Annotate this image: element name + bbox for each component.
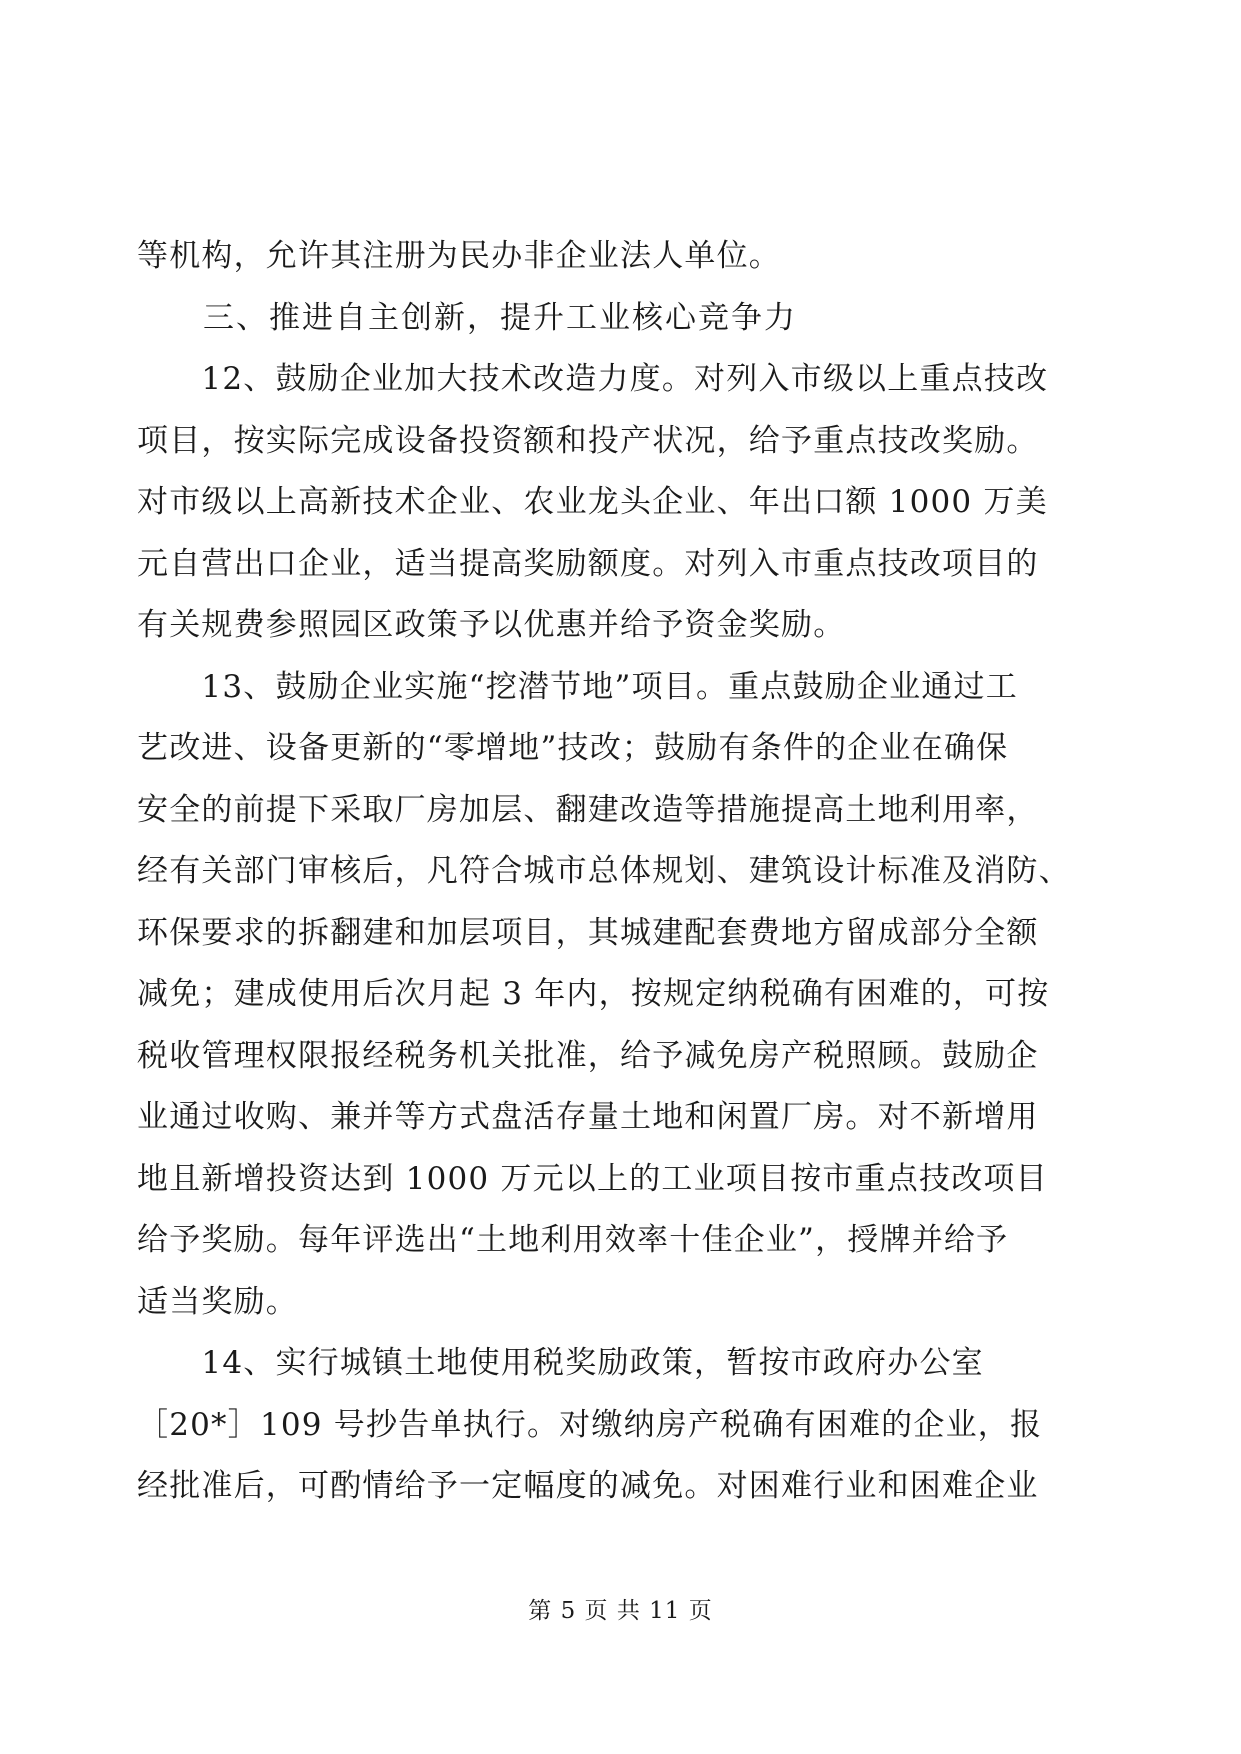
text-line: 经有关部门审核后，凡符合城市总体规划、建筑设计标准及消防、 xyxy=(137,853,1071,889)
text-line: 艺改进、设备更新的“零增地”技改；鼓励有条件的企业在确保 xyxy=(137,730,1009,766)
text-line: 给予奖励。每年评选出“土地利用效率十佳企业”，授牌并给予 xyxy=(137,1222,1009,1258)
text-line: 适当奖励。 xyxy=(137,1283,298,1320)
text-line: ［20*］109 号抄告单执行。对缴纳房产税确有困难的企业，报 xyxy=(137,1406,1043,1443)
text-line: 经批准后，可酌情给予一定幅度的减免。对困难行业和困难企业 xyxy=(137,1468,1039,1504)
text-line: 12、鼓励企业加大技术改造力度。对列入市级以上重点技改 xyxy=(137,361,1049,397)
text-line: 有关规费参照园区政策予以优惠并给予资金奖励。 xyxy=(137,607,846,643)
section-heading: 三、推进自主创新，提升工业核心竞争力 xyxy=(137,299,797,336)
text-line: 等机构，允许其注册为民办非企业法人单位。 xyxy=(137,238,781,274)
text-line: 税收管理权限报经税务机关批准，给予减免房产税照顾。鼓励企 xyxy=(137,1037,1039,1074)
text-line: 项目，按实际完成设备投资额和投产状况，给予重点技改奖励。 xyxy=(137,422,1039,459)
text-line: 减免；建成使用后次月起 3 年内，按规定纳税确有困难的，可按 xyxy=(137,976,1050,1012)
text-line: 14、实行城镇土地使用税奖励政策，暂按市政府办公室 xyxy=(137,1345,984,1381)
body-text xyxy=(137,226,1097,1518)
text-line: 地且新增投资达到 1000 万元以上的工业项目按市重点技改项目 xyxy=(137,1160,1048,1197)
text-line: 13、鼓励企业实施“挖潜节地”项目。重点鼓励企业通过工 xyxy=(137,668,1018,705)
page-number-footer: 第 5 页 共 11 页 xyxy=(528,1598,713,1624)
text-line: 业通过收购、兼并等方式盘活存量土地和闲置厂房。对不新增用 xyxy=(137,1099,1039,1135)
text-line: 对市级以上高新技术企业、农业龙头企业、年出口额 1000 万美 xyxy=(137,484,1048,520)
text-line: 环保要求的拆翻建和加层项目，其城建配套费地方留成部分全额 xyxy=(137,914,1039,951)
text-line: 元自营出口企业，适当提高奖励额度。对列入市重点技改项目的 xyxy=(137,545,1039,582)
text-line: 安全的前提下采取厂房加层、翻建改造等措施提高土地利用率， xyxy=(137,791,1039,828)
